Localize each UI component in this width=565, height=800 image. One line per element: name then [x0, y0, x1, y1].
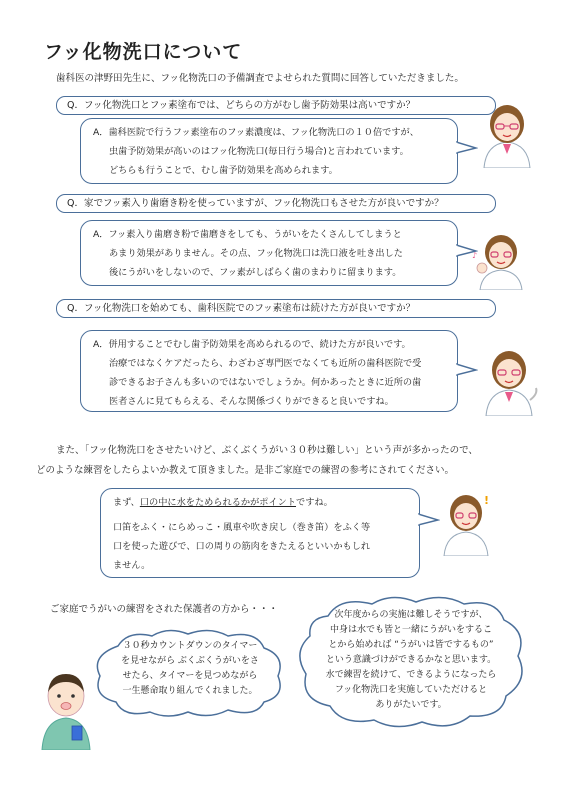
svg-text:!: !: [484, 494, 490, 507]
cloud-right-text: [302, 608, 520, 713]
paragraph-line-1: また、「フッ化物洗口をさせたいけど、ぶくぶくうがい３０秒は難しい」という声が多かったので、: [56, 445, 478, 456]
answer-1-line-1: A．歯科医院で行うフッ素塗布のフッ素濃度は、フッ化物洗口の１０倍ですが、: [93, 127, 419, 138]
cloud-right-line-7: ありがたいです。: [375, 700, 447, 710]
guardian-heading: ご家庭でうがいの練習をされた保護者の方から・・・: [50, 604, 279, 615]
cloud-left-line-2: を見せながら ぶくぶくうがいをさ: [121, 656, 259, 666]
hint-line-3: 口を使った遊びで、口の周りの筋肉をきたえるといいかもしれ: [113, 541, 371, 552]
answer-2: [80, 220, 458, 286]
cloud-right-line-5: 水で練習を続けて、できるようになったら: [325, 670, 497, 680]
question-1: Q．フッ化物洗口とフッ素塗布では、どちらの方がむし歯予防効果は高いですか？: [56, 96, 496, 115]
cloud-left-line-1: ３０秒カウントダウンのタイマー: [122, 641, 258, 651]
paragraph-line-2: どのような練習をしたらよいか教えて頂きました。是非ご家庭での練習の参考にされてください。: [36, 465, 455, 476]
speech-tail-1: [456, 140, 478, 156]
cloud-right-line-4: という意識づけができるかなと思います。: [325, 655, 497, 665]
svg-text:♪: ♪: [472, 251, 478, 260]
cloud-left-text: [110, 639, 270, 699]
doctor-avatar-2: [470, 228, 532, 290]
answer-3-line-4: 医者さんに見てもらえる、そんな関係づくりができると良いですね。: [109, 396, 394, 407]
answer-1-line-2: 虫歯予防効果が高いのはフッ化物洗口(毎日行う場合)と言われています。: [109, 146, 409, 157]
cloud-right-line-3: とから始めれば “うがいは皆でするもの”: [328, 640, 494, 650]
question-2: Q．家でフッ素入り歯磨き粉を使っていますが、フッ化物洗口もさせた方が良いですか？: [56, 194, 496, 213]
cloud-left-line-3: せたら、タイマーを見つめながら: [122, 671, 258, 681]
hint-line-2: 口笛をふく・にらめっこ・風車や吹き戻し（巻き笛）をふく等: [113, 522, 371, 533]
intro-text: 歯科医の津野田先生に、フッ化物洗口の予備調査でよせられた質問に回答していただきました。: [56, 73, 464, 84]
answer-2-line-2: あまり効果がありません。その点、フッ化物洗口は洗口液を吐き出した: [109, 248, 403, 259]
hint-suffix: ですね。: [296, 497, 333, 508]
boy-avatar: [36, 664, 96, 750]
speech-tail-3: [456, 362, 478, 378]
doctor-avatar-1: [476, 96, 538, 168]
practice-hint-box: [100, 488, 420, 578]
answer-3-line-2: 治療ではなくケアだったら、わざわざ専門医でなくても近所の歯科医院で受: [109, 358, 422, 369]
doctor-avatar-3: [478, 340, 540, 416]
cloud-right-line-6: フッ化物洗口を実施していただけると: [334, 685, 488, 695]
answer-3: [80, 330, 458, 412]
answer-2-line-1: A．フッ素入り歯磨き粉で歯磨きをしても、うがいをたくさんしてしまうと: [93, 229, 402, 240]
hint-prefix: まず、: [113, 497, 140, 508]
hint-first-line: [113, 493, 407, 512]
answer-2-line-3: 後にうがいをしないので、フッ素がしばらく歯のまわりに留まります。: [109, 267, 402, 278]
answer-3-line-3: 診できるお子さんも多いのではないでしょうか。何かあったときに近所の歯: [109, 377, 422, 388]
cloud-left-line-4: 一生懸命取り組んでくれました。: [122, 686, 258, 696]
answer-1-line-3: どちらも行うことで、むし歯予防効果を高められます。: [109, 165, 338, 176]
hint-line-4: ません。: [113, 560, 151, 571]
cloud-right-line-2: 中身は水でも皆と一緒にうがいをするこ: [329, 625, 492, 635]
doctor-avatar-4: [436, 488, 496, 556]
answer-1: [80, 118, 458, 184]
page-title: フッ化物洗口について: [44, 41, 243, 63]
hint-emphasis: 口の中に水をためられるかがポイント: [139, 497, 297, 508]
question-3: Q．フッ化物洗口を始めても、歯科医院でのフッ素塗布は続けた方が良いですか？: [56, 299, 496, 318]
answer-3-line-1: A．併用することでむし歯予防効果を高められるので、続けた方が良いです。: [93, 339, 411, 350]
cloud-right-line-1: 次年度からの実施は難しそうですが、: [334, 610, 488, 620]
